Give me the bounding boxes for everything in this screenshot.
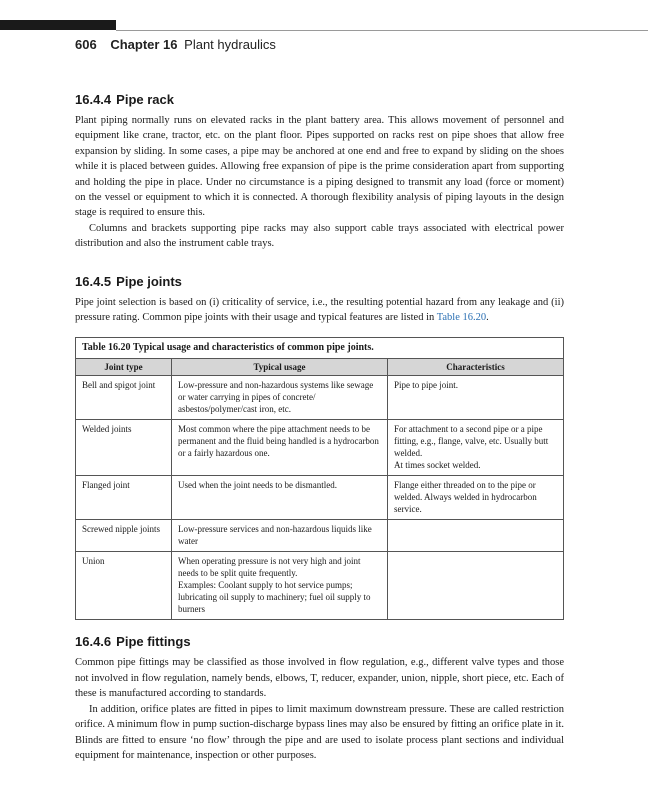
table-cell: Used when the joint needs to be dismantled. — [172, 476, 388, 520]
section-heading-pipe-joints — [75, 274, 564, 289]
table-cell: Bell and spigot joint — [76, 376, 172, 420]
paragraph: In addition, orifice plates are fitted in pipes to limit maximum downstream pressure. These are called restriction orifice. A minimum flow in pump suction-discharge bypass lines may also be ensured by fitting an orifice plate in it. Blinds are fitted to ensure ‘no flow’ through the pipe and are used to isolate process plant sections and individual equipment for maintenance, inspection or other purposes. — [75, 703, 564, 761]
header-bar — [0, 20, 116, 30]
page-number: 606 — [75, 37, 97, 52]
header-rule — [116, 30, 648, 31]
section-heading-pipe-rack — [75, 92, 564, 107]
paragraph-text: Pipe joint selection is based on (i) criticality of service, i.e., the resulting potential hazard from any leakage and (ii) pressure rating. Common pipe joints with their usage and typical features are listed in — [75, 296, 564, 324]
table-caption: Table 16.20 Typical usage and characteristics of common pipe joints. — [75, 337, 564, 358]
running-header — [75, 37, 276, 52]
section-number: 16.4.6 — [75, 634, 112, 650]
table-cell: Flanged joint — [76, 476, 172, 520]
cell-text: When operating pressure is not very high and joint needs to be split quite frequently. — [178, 556, 361, 579]
page-content — [75, 92, 564, 763]
paragraph: Common pipe fittings may be classified as those involved in flow regulation, e.g., different valve types and those not involved in flow regulation, namely bends, elbows, T, reducer, expander, union, nipple, short piece, etc. Each of these is manufactured according to standards. — [75, 657, 564, 700]
table-cell: Low-pressure and non-hazardous systems like sewage or water carrying in pipes of concrete/ asbestos/polymer/cast iron, etc. — [172, 376, 388, 420]
table-cell: Screwed nipple joints — [76, 520, 172, 552]
table-row — [76, 520, 564, 552]
column-header: Characteristics — [388, 359, 564, 376]
chapter-title: Plant hydraulics — [184, 37, 276, 52]
table-cell — [388, 420, 564, 476]
table-cell: Low-pressure services and non-hazardous liquids like water — [172, 520, 388, 552]
column-header: Typical usage — [172, 359, 388, 376]
table-cell: Most common where the pipe attachment needs to be permanent and the fluid being handled is a hydrocarbon or a fairly hazardous one. — [172, 420, 388, 476]
table-cell — [172, 552, 388, 620]
column-header: Joint type — [76, 359, 172, 376]
paragraph: Plant piping normally runs on elevated racks in the plant battery area. This allows movement of personnel and equipment like crane, tractor, etc. on the plant floor. Pipes supported on racks rest on pipe shoes that allow free expansion by sliding. In some cases, a pipe may be anchored at one end and free to expand by sliding on the shoes while it is placed between guides. Allowing free expansion of pipe is the prime consideration apart from supporting and holding the pipe in place. Under no circumstance is a piping designed to transmit any load (force or moment) on the vessel or equipment to which it is connected. A thorough flexibility analysis of piping layouts in the design stage is required to ensure this. — [75, 115, 564, 219]
section-number: 16.4.4 — [75, 92, 112, 107]
table-cell: Pipe to pipe joint. — [388, 376, 564, 420]
table-row — [76, 376, 564, 420]
table-reference-link[interactable]: Table 16.20 — [436, 312, 487, 324]
paragraph-text: . — [486, 312, 489, 324]
cell-text: For attachment to a second pipe or a pipe fitting, e.g., flange, valve, etc. Usually butt welded. — [394, 424, 549, 459]
chapter-label: Chapter 16 — [110, 37, 178, 52]
table-row — [76, 476, 564, 520]
table-header-row — [76, 359, 564, 376]
paragraph — [75, 295, 564, 326]
section-title: Pipe rack — [116, 92, 174, 107]
table-row — [76, 420, 564, 476]
table-cell — [388, 520, 564, 552]
section-title: Pipe fittings — [116, 634, 191, 650]
cell-text: At times socket welded. — [394, 460, 481, 471]
table-cell: Welded joints — [76, 420, 172, 476]
paragraph: Columns and brackets supporting pipe racks may also support cable trays associated with electrical power distribution and also the instrument cable trays. — [75, 222, 564, 250]
section-number: 16.4.5 — [75, 273, 112, 289]
table-cell: Flange either threaded on to the pipe or welded. Always welded in hydrocarbon service. — [388, 476, 564, 520]
joints-table — [75, 337, 564, 620]
section-heading-pipe-fittings — [75, 634, 564, 649]
cell-text: Examples: Coolant supply to hot service pumps; lubricating oil supply to machinery; fuel oil supply to burners — [178, 580, 371, 615]
table-cell: Union — [76, 552, 172, 620]
section-title: Pipe joints — [116, 273, 182, 289]
table-row — [76, 552, 564, 620]
table-cell — [388, 552, 564, 620]
